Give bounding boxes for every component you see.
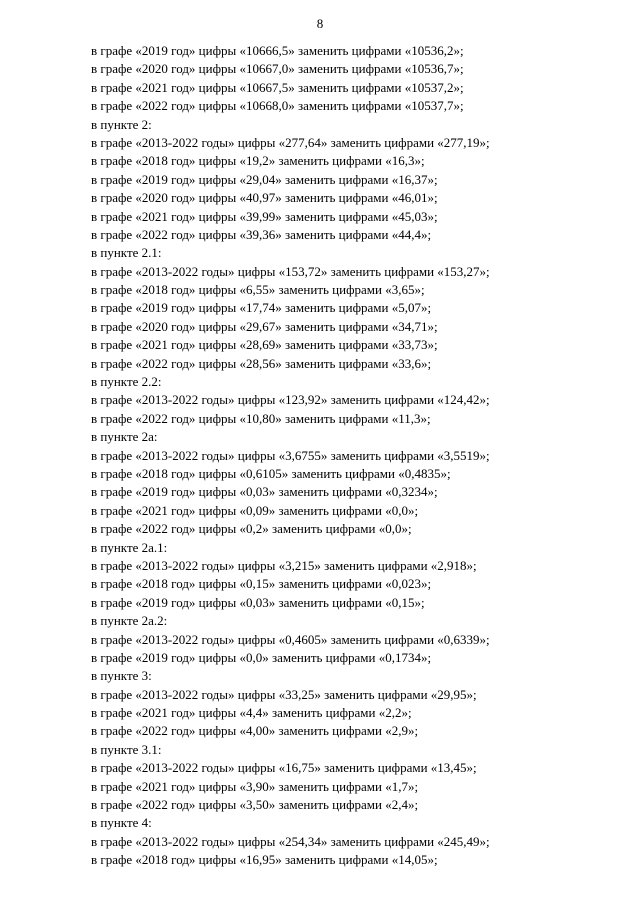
document-line: в графе «2022 год» цифры «0,2» заменить цифрами «0,0»; <box>91 521 412 537</box>
document-line: в графе «2021 год» цифры «10667,5» заменить цифрами «10537,2»; <box>91 79 464 95</box>
document-line: в графе «2013-2022 годы» цифры «153,72» заменить цифрами «153,27»; <box>91 263 490 279</box>
document-line: в графе «2021 год» цифры «0,09» заменить цифрами «0,0»; <box>91 502 419 518</box>
document-line: в графе «2013-2022 годы» цифры «277,64» заменить цифрами «277,19»; <box>91 134 490 150</box>
document-line: в пункте 2.2: <box>91 374 162 390</box>
document-line: в графе «2013-2022 годы» цифры «0,4605» заменить цифрами «0,6339»; <box>91 631 490 647</box>
document-line: в графе «2022 год» цифры «4,00» заменить цифрами «2,9»; <box>91 723 419 739</box>
document-line: в графе «2013-2022 годы» цифры «254,34» заменить цифрами «245,49»; <box>91 833 490 849</box>
document-line: в графе «2021 год» цифры «28,69» заменить цифрами «33,73»; <box>91 337 438 353</box>
document-line: в пункте 2а.2: <box>91 613 168 629</box>
document-line: в графе «2022 год» цифры «10668,0» заменить цифрами «10537,7»; <box>91 98 464 114</box>
document-line: в графе «2022 год» цифры «3,50» заменить цифрами «2,4»; <box>91 797 419 813</box>
document-line: в пункте 2.1: <box>91 245 162 261</box>
amendment-lines <box>91 42 611 870</box>
document-line: в графе «2019 год» цифры «17,74» заменить цифрами «5,07»; <box>91 300 432 316</box>
document-line: в графе «2013-2022 годы» цифры «3,6755» заменить цифрами «3,5519»; <box>91 447 490 463</box>
document-line: в графе «2019 год» цифры «0,0» заменить цифрами «0,1734»; <box>91 649 432 665</box>
document-line: в графе «2019 год» цифры «10666,5» заменить цифрами «10536,2»; <box>91 43 464 58</box>
document-line: в графе «2022 год» цифры «39,36» заменить цифрами «44,4»; <box>91 226 432 242</box>
document-line: в графе «2018 год» цифры «6,55» заменить цифрами «3,65»; <box>91 282 425 298</box>
document-line: в пункте 2а: <box>91 429 158 445</box>
document-line: в графе «2020 год» цифры «29,67» заменить цифрами «34,71»; <box>91 318 438 334</box>
document-line: в графе «2020 год» цифры «10667,0» заменить цифрами «10536,7»; <box>91 61 464 77</box>
document-line: в графе «2020 год» цифры «40,97» заменить цифрами «46,01»; <box>91 190 438 206</box>
document-line: в графе «2013-2022 годы» цифры «16,75» заменить цифрами «13,45»; <box>91 760 477 776</box>
document-line: в пункте 2: <box>91 116 152 132</box>
document-line: в графе «2021 год» цифры «39,99» заменить цифрами «45,03»; <box>91 208 438 224</box>
document-line: в графе «2018 год» цифры «16,95» заменить цифрами «14,05»; <box>91 852 438 868</box>
document-line: в графе «2018 год» цифры «0,15» заменить цифрами «0,023»; <box>91 576 432 592</box>
document-line: в графе «2022 год» цифры «10,80» заменить цифрами «11,3»; <box>91 410 431 426</box>
document-line: в графе «2022 год» цифры «28,56» заменить цифрами «33,6»; <box>91 355 432 371</box>
document-line: в графе «2021 год» цифры «3,90» заменить цифрами «1,7»; <box>91 778 419 794</box>
document-line: в пункте 3.1: <box>91 741 162 757</box>
document-line: в графе «2013-2022 годы» цифры «33,25» заменить цифрами «29,95»; <box>91 686 477 702</box>
document-line: в графе «2018 год» цифры «19,2» заменить цифрами «16,3»; <box>91 153 425 169</box>
document-line: в пункте 3: <box>91 668 152 684</box>
page-number: 8 <box>316 16 324 31</box>
document-line: в графе «2019 год» цифры «0,03» заменить цифрами «0,15»; <box>91 594 425 610</box>
document-line: в пункте 4: <box>91 815 152 831</box>
document-line: в графе «2019 год» цифры «0,03» заменить цифрами «0,3234»; <box>91 484 438 500</box>
document-line: в графе «2019 год» цифры «29,04» заменить цифрами «16,37»; <box>91 171 438 187</box>
document-line: в графе «2013-2022 годы» цифры «123,92» заменить цифрами «124,42»; <box>91 392 490 408</box>
document-line: в графе «2013-2022 годы» цифры «3,215» заменить цифрами «2,918»; <box>91 557 477 573</box>
document-line: в пункте 2а.1: <box>91 539 168 555</box>
document-line: в графе «2021 год» цифры «4,4» заменить цифрами «2,2»; <box>91 705 412 721</box>
document-line: в графе «2018 год» цифры «0,6105» заменить цифрами «0,4835»; <box>91 465 451 481</box>
